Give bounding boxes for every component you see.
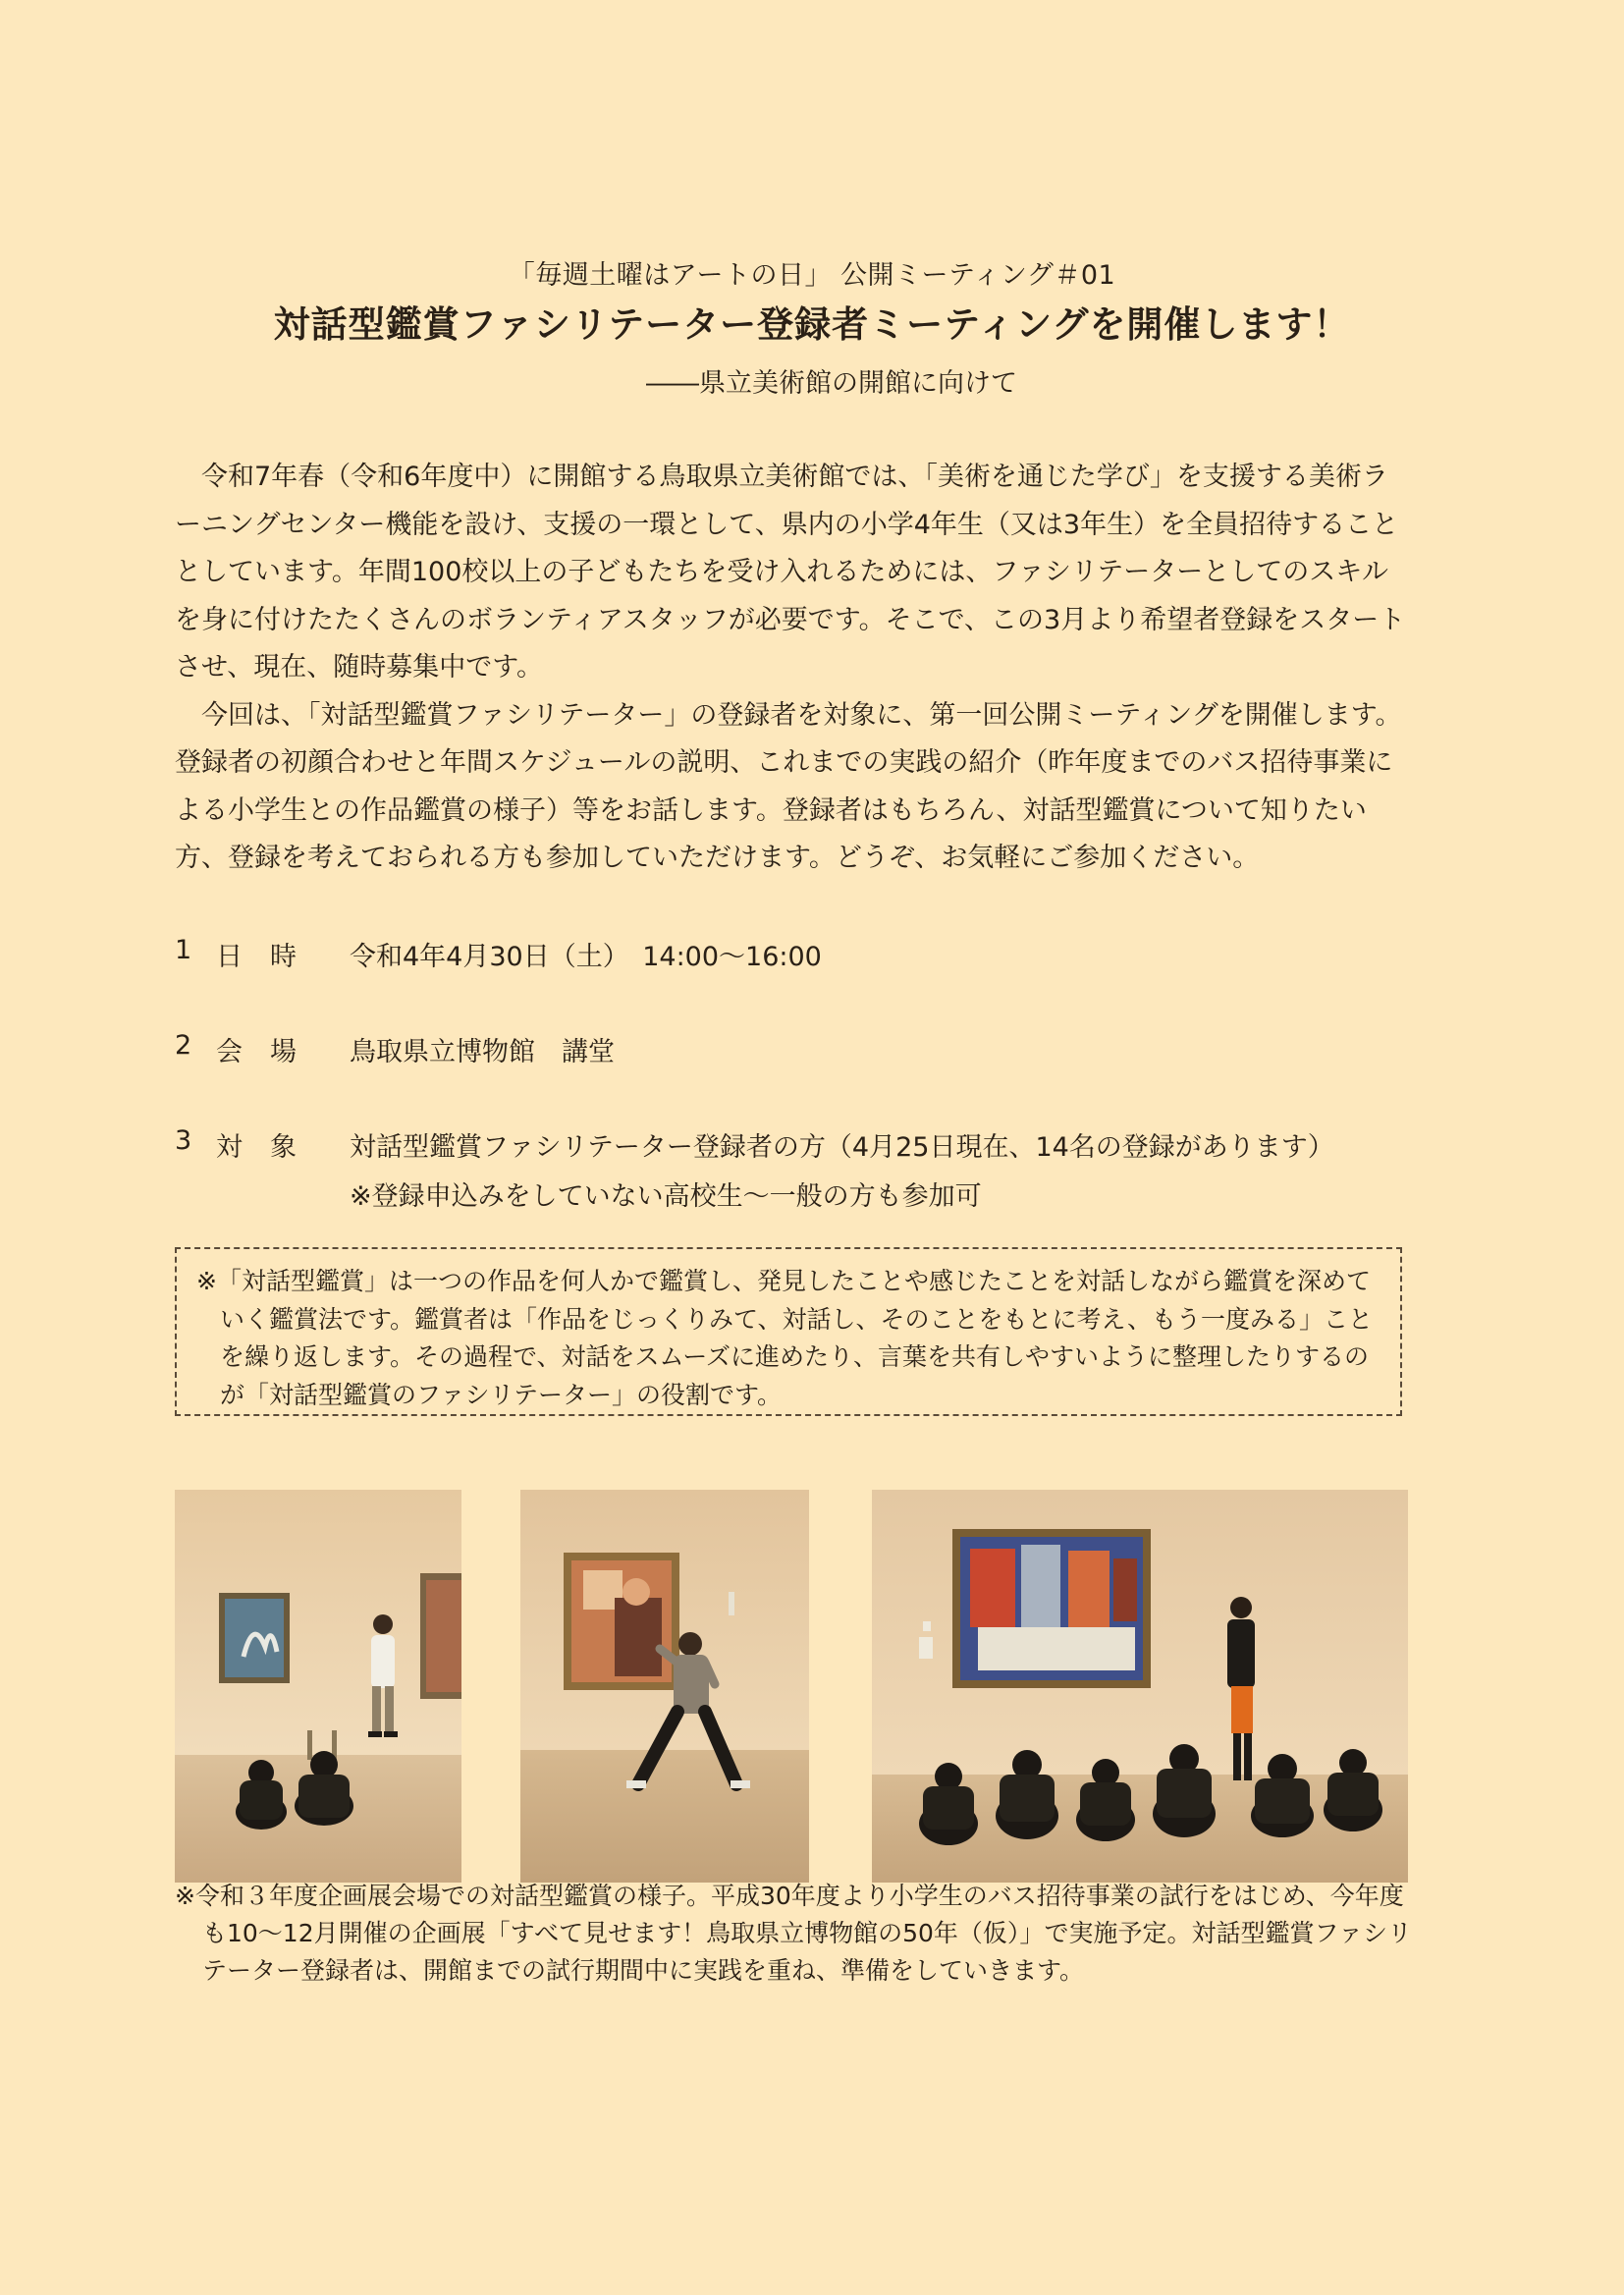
detail-note: ※登録申込みをしていない高校生～一般の方も参加可 [350,1181,982,1212]
detail-value: 対話型鑑賞ファシリテーター登録者の方（4月25日現在、14名の登録があります） [350,1132,1334,1163]
detail-value: 鳥取県立博物館 講堂 [350,1037,615,1067]
intro-paragraph-1: 令和7年春（令和6年度中）に開館する鳥取県立美術館では、「美術を通じた学び」を支援する美術ラーニングセンター機能を設け、支援の一環として、県内の小学4年生（又は3年生）を全員招待することとしています。年間100校以上の子どもたちを受け入れるためには、ファシリテーターとしてのスキルを身に付けたたくさんのボランティアスタッフが必要です。そこで、この3月より希望者登録をスタートさせ、現在、随時募集中です。 [175,462,1406,683]
detail-label: 会場 [216,1037,324,1067]
detail-value: 令和4年4月30日（土） 14:00～16:00 [350,942,822,972]
intro-paragraph-2: 今回は、「対話型鑑賞ファシリテーター」の登録者を対象に、第一回公開ミーティングを開催します。登録者の初顔合わせと年間スケジュールの説明、これまでの実践の紹介（昨年度までのバス招待事業による小学生との作品鑑賞の様子）等をお話します。登録者はもちろん、対話型鑑賞について知りたい方、登録を考えておられる方も参加していただけます。どうぞ、お気軽にご参加ください。 [175,699,1402,873]
photo-caption [175,1878,1422,1990]
intro-text [175,454,1412,883]
page-subtitle: ――県立美術館の開館に向けて [646,368,1017,399]
detail-row-datetime [175,935,1412,974]
definition-note-box [175,1247,1402,1416]
detail-number: 1 [175,935,192,965]
gallery-photo-child-posing [520,1490,809,1883]
gallery-photo-child-posing-image [520,1490,809,1883]
gallery-photo-group-facilitator [872,1490,1408,1883]
gallery-photo-group-facilitator-image [872,1490,1408,1883]
photo-caption-text: ※令和３年度企画展会場での対話型鑑賞の様子。平成30年度より小学生のバス招待事業の試行をはじめ、今年度も10～12月開催の企画展「すべて見せます！鳥取県立博物館の50年（仮）」で実施予定。対話型鑑賞ファシリテーター登録者は、開館までの試行期間中に実践を重ね、準備をしていきます。 [175,1882,1412,1985]
detail-row-venue [175,1030,1412,1069]
gallery-photo-children-seated-image [175,1490,461,1883]
detail-row-target-note [175,1175,1412,1214]
page-title: 対話型鑑賞ファシリテーター登録者ミーティングを開催します！ [273,303,1351,346]
detail-number: 2 [175,1030,192,1061]
detail-row-target [175,1125,1412,1165]
detail-label: 対象 [216,1132,324,1163]
gallery-photo-children-seated [175,1490,461,1883]
detail-label: 日時 [216,942,324,972]
header-kicker: 「毎週土曜はアートの日」 公開ミーティング＃01 [508,260,1116,291]
definition-note-text: ※「対話型鑑賞」は一つの作品を何人かで鑑賞し、発見したことや感じたことを対話しながら鑑賞を深めていく鑑賞法です。鑑賞者は「作品をじっくりみて、対話し、そのことをもとに考え、もう一度みる」ことを繰り返します。その過程で、対話をスムーズに進めたり、言葉を共有しやすいように整理したりするのが「対話型鑑賞のファシリテーター」の役割です。 [196,1267,1374,1409]
detail-number: 3 [175,1125,192,1156]
